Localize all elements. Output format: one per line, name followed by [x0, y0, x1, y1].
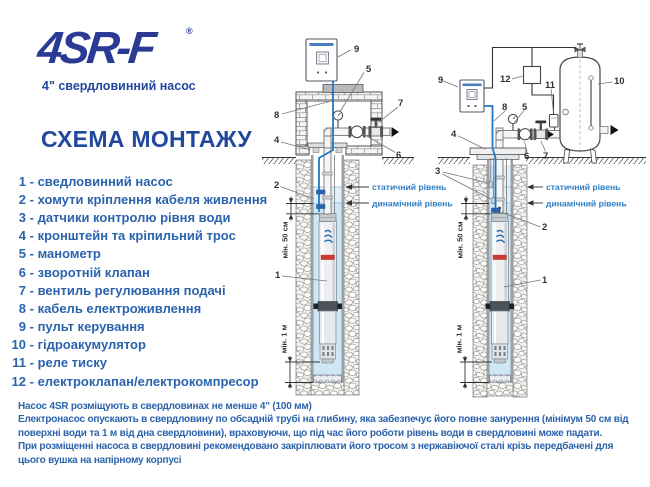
concrete-slab — [323, 85, 363, 93]
legend-item — [8, 208, 267, 226]
regulating-valve — [534, 121, 549, 141]
callout-12: 12 — [500, 74, 511, 85]
legend-label: датчики контролю рівня води — [37, 209, 231, 225]
control-panel — [306, 39, 337, 81]
legend-sep: - — [26, 173, 38, 189]
callout-1: 1 — [542, 275, 548, 286]
legend-label: вентиль регулювання подачі — [37, 282, 226, 298]
legend-num: 3 — [18, 209, 26, 225]
installation-notes — [18, 400, 636, 467]
pump-red-label — [321, 255, 335, 260]
legend-item — [8, 372, 267, 390]
callout-5: 5 — [522, 102, 528, 113]
pressure-tank — [560, 44, 619, 163]
legend-label: гідроакумулятор — [37, 337, 146, 353]
right-level-labels — [527, 182, 627, 209]
callout-8: 8 — [274, 110, 280, 121]
cable-clamp — [492, 208, 500, 213]
note-line: Насос 4SR розміщують в свердловинах не менше 4" (100 мм) — [18, 401, 312, 412]
legend-num: 5 — [18, 246, 26, 262]
callout-1: 1 — [275, 270, 281, 281]
casing-wall — [342, 155, 345, 383]
callout-4: 4 — [451, 129, 457, 140]
callout-7: 7 — [543, 151, 549, 162]
control-panel — [460, 80, 484, 112]
callout-2: 2 — [542, 222, 548, 233]
ground-surface — [438, 158, 646, 165]
callout-7: 7 — [398, 98, 404, 109]
right-installation-diagram — [435, 44, 646, 397]
left-installation-diagram — [262, 39, 453, 395]
legend-item — [8, 318, 267, 336]
dynamic-level-label: динамічний рівень — [372, 198, 453, 209]
panel-brand-bar — [463, 84, 482, 87]
legend-sep: - — [26, 355, 38, 371]
cable-clamp — [317, 205, 326, 209]
flow-arrow — [392, 127, 400, 137]
legend-num: 8 — [18, 300, 26, 316]
tank-leg — [591, 149, 597, 163]
legend-label: реле тиску — [37, 355, 107, 371]
static-level-label: статичний рівень — [546, 182, 621, 192]
dynamic-level-label: динамічний рівень — [546, 198, 627, 209]
casing-wall — [311, 155, 314, 383]
min-1m-label: мін. 1 м — [454, 324, 464, 354]
legend-item — [8, 245, 267, 263]
legend-sep: - — [26, 373, 38, 389]
callout-5: 5 — [366, 64, 372, 75]
legend-item — [8, 336, 267, 354]
callout-6: 6 — [396, 150, 402, 161]
legend-item — [8, 281, 267, 299]
pump-motor — [320, 311, 337, 344]
legend-sep: - — [26, 264, 38, 280]
callout-9: 9 — [438, 75, 444, 86]
legend-sep: - — [26, 246, 38, 262]
legend-item — [8, 299, 267, 317]
legend-num: 1 — [18, 173, 26, 189]
legend-num: 10 — [11, 337, 26, 353]
legend-item — [8, 190, 267, 208]
wellhead-bracket — [470, 148, 526, 160]
legend-item — [8, 172, 267, 190]
legend-item — [8, 354, 267, 372]
legend-sep: - — [26, 282, 38, 298]
static-level-label: статичний рівень — [372, 182, 447, 192]
legend-sep: - — [26, 228, 38, 244]
well-bottom-gravel — [490, 375, 511, 382]
left-level-labels — [346, 182, 453, 209]
check-valve — [351, 126, 363, 138]
legend-sep: - — [26, 209, 38, 225]
legend-num: 9 — [18, 319, 26, 335]
parts-legend — [8, 172, 267, 390]
check-valve — [519, 129, 530, 140]
pressure-switch — [550, 115, 559, 131]
legend-sep: - — [26, 337, 38, 353]
casing-wall — [511, 158, 514, 383]
cable-guard — [318, 302, 338, 312]
tank-leg — [564, 149, 570, 163]
legend-label: кронштейн та кріпильний трос — [37, 228, 236, 244]
legend-label: зворотній клапан — [37, 264, 150, 280]
callout-2: 2 — [274, 180, 280, 191]
panel-brand-bar — [310, 43, 334, 46]
page-title: СХЕМА МОНТАЖУ — [41, 126, 253, 152]
casing-wall — [487, 158, 490, 383]
legend-num: 12 — [11, 373, 26, 389]
callout-11: 11 — [545, 80, 556, 91]
note-line: При розміщенні насоса в свердловині рекомендовано закріплювати його тросом з нержавіючої сталі крізь передбачені для цього вушка на напірному корпусі — [18, 441, 614, 466]
cable-clamp — [317, 190, 326, 194]
note-line: Електронасос опускають в свердловину по обсадній трубі на глибину, яка забезпечує його повне занурення (мінімум 50 см від поверхні води та 1 м від дна свердловини), враховуючи, що під час його роботи рівень води в свердловині може падати. — [18, 414, 629, 439]
min-50cm-label: мін. 50 см — [455, 221, 465, 259]
legend-label: сведловинний насос — [37, 173, 173, 189]
tank-top-valve — [575, 44, 586, 58]
legend-num: 6 — [18, 264, 26, 280]
product-subtitle: 4" свердловинний насос — [42, 79, 196, 93]
min-50cm-label: мін. 50 см — [280, 221, 290, 259]
installation-diagrams — [255, 20, 650, 405]
legend-num: 4 — [18, 228, 26, 244]
callout-10: 10 — [614, 76, 625, 87]
legend-label: хомути кріплення кабеля живлення — [37, 191, 268, 207]
legend-item — [8, 227, 267, 245]
legend-num: 2 — [18, 191, 26, 207]
callout-4: 4 — [274, 135, 280, 146]
legend-label: кабель електроживлення — [37, 300, 202, 316]
callout-9: 9 — [354, 44, 360, 55]
pipe-elbow — [324, 128, 331, 136]
legend-label: електроклапан/електрокомпресор — [37, 373, 259, 389]
well-bottom-gravel — [314, 375, 342, 382]
min-1m-label: мін. 1 м — [279, 324, 289, 354]
electrovalve-box — [524, 67, 541, 84]
registered-mark: ® — [186, 26, 193, 36]
legend-label: пульт керування — [37, 319, 145, 335]
brand-logo: 4SR-F — [35, 22, 156, 73]
legend-label: манометр — [37, 246, 101, 262]
legend-sep: - — [26, 300, 38, 316]
legend-num: 11 — [12, 355, 26, 371]
callout-3: 3 — [435, 166, 441, 177]
legend-item — [8, 263, 267, 281]
legend-sep: - — [26, 191, 38, 207]
callout-6: 6 — [524, 151, 530, 162]
flow-arrow — [611, 125, 619, 135]
tank-outlet — [600, 127, 608, 134]
legend-sep: - — [26, 319, 38, 335]
callout-8: 8 — [502, 102, 508, 113]
legend-num: 7 — [18, 282, 26, 298]
